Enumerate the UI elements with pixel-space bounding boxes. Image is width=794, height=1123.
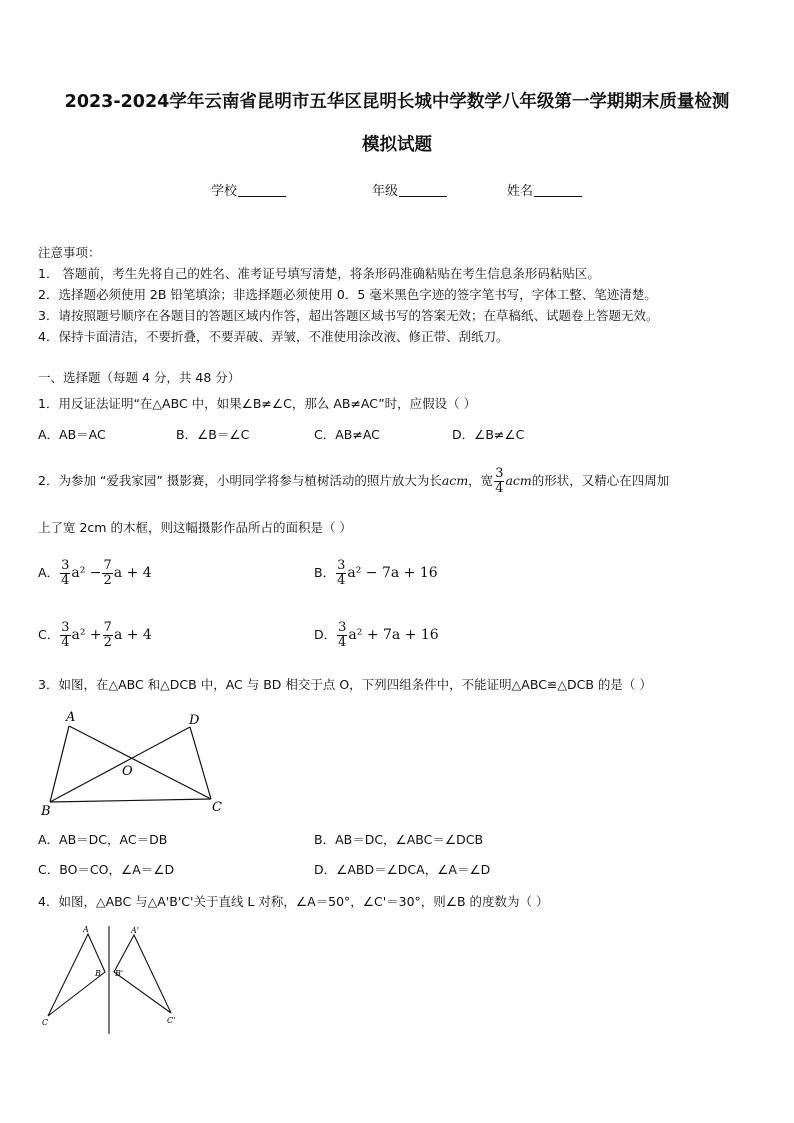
q3-option-a: A．AB＝DC，AC＝DB	[38, 832, 168, 847]
fraction	[102, 559, 112, 588]
notes-heading: 注意事项：	[38, 245, 101, 260]
point-label-d: D	[189, 713, 200, 728]
note-item: 4．保持卡面清洁，不要折叠，不要弄破、弄皱，不准使用涂改液、修正带、刮纸刀。	[38, 329, 509, 344]
q1-option-b: B．∠B＝∠C	[176, 427, 250, 442]
fraction	[336, 559, 346, 588]
school-label: 学校	[211, 184, 238, 199]
fraction-numerator: 3	[337, 558, 346, 573]
point-label-c: C	[42, 1018, 49, 1027]
title-line-1: 2023-2024学年云南省昆明市五华区昆明长城中学数学八年级第一学期期末质量检测	[64, 92, 730, 112]
q1-stem: 1．用反证法证明“在△ABC 中，如果∠B≠∠C，那么 AB≠AC”时，应假设（ ）	[38, 396, 477, 411]
name-label: 姓名	[507, 184, 534, 199]
math-expression: a² + 7a + 16	[348, 627, 439, 643]
option-label: A．	[38, 565, 60, 580]
q4-stem: 4．如图，△ABC 与△A'B'C'关于直线 L 对称，∠A＝50°，∠C'＝30°，则∠B 的度数为（ ）	[38, 894, 549, 909]
fraction-numerator: 7	[103, 620, 112, 635]
note-item: 1． 答题前，考生先将自己的姓名、准考证号填写清楚，将条形码准确粘贴在考生信息条形码粘贴区。	[38, 266, 600, 281]
fraction-denominator: 2	[103, 635, 112, 650]
q3-option-d: D．∠ABD＝∠DCA，∠A＝∠D	[314, 862, 491, 877]
fraction-denominator: 4	[61, 573, 70, 588]
math-expression: a + 4	[113, 565, 152, 581]
grade-field	[372, 180, 447, 199]
point-label-o: O	[122, 764, 133, 779]
school-field	[211, 180, 286, 199]
segment-ab	[50, 726, 69, 802]
point-label-c: C	[212, 800, 222, 815]
note-item: 3．请按照题号顺序在各题目的答题区域内作答，超出答题区域书写的答案无效；在草稿纸、试题卷上答题无效。	[38, 308, 659, 323]
segment-bc	[50, 799, 211, 802]
fraction-numerator: 3	[61, 558, 70, 573]
segment-ac	[69, 726, 211, 799]
option-label: B．	[314, 565, 336, 580]
grade-blank	[399, 184, 447, 197]
q1-option-a: A．AB＝AC	[38, 427, 106, 442]
q3-option-c: C．BO＝CO，∠A＝∠D	[38, 862, 175, 877]
q2-stem-part: ，宽	[468, 473, 494, 488]
math-expression: a² +	[71, 627, 102, 643]
fraction-numerator: 7	[103, 558, 112, 573]
fraction-denominator: 4	[495, 481, 504, 496]
fraction	[103, 621, 113, 650]
q2-stem-part: 2．为参加 “爱我家园” 摄影赛，小明同学将参与植树活动的照片放大为长	[38, 473, 442, 488]
fraction-denominator: 4	[338, 635, 347, 650]
name-field	[507, 180, 582, 199]
point-label-a-prime: A'	[131, 926, 139, 935]
section-heading: 一、选择题（每题 4 分，共 48 分）	[38, 370, 241, 385]
fraction-numerator: 3	[61, 620, 70, 635]
point-label-b: B	[41, 804, 51, 819]
fraction-numerator: 3	[338, 620, 347, 635]
option-label: D．	[314, 627, 337, 642]
math-expression: a² −	[71, 565, 102, 581]
fraction	[60, 621, 70, 650]
point-label-b: B	[95, 969, 101, 978]
q3-option-b: B．AB＝DC，∠ABC＝∠DCB	[314, 832, 484, 847]
q2-option-b	[314, 556, 438, 590]
school-blank	[238, 184, 286, 197]
name-blank	[534, 184, 582, 197]
q2-option-c	[38, 618, 152, 652]
grade-label: 年级	[372, 184, 399, 199]
q2-stem-part: 的形状，又精心在四周加	[531, 473, 670, 488]
fraction-numerator: 3	[495, 466, 504, 481]
q2-stem-line1	[38, 465, 669, 497]
q4-figure-lines	[48, 926, 171, 1034]
q2-option-d	[314, 618, 439, 652]
fraction-denominator: 2	[103, 573, 112, 588]
math-expression: a + 4	[113, 627, 152, 643]
q2-stem-width: acm	[505, 473, 532, 488]
q3-stem: 3．如图，在△ABC 和△DCB 中，AC 与 BD 相交于点 O，下列四组条件中，不能证明△ABC≌△DCB 的是（ ）	[38, 677, 652, 692]
q2-stem-line2: 上了宽 2cm 的木框，则这幅摄影作品所占的面积是（ ）	[38, 520, 352, 535]
point-label-b-prime: B'	[115, 969, 124, 978]
q2-width-fraction	[494, 467, 504, 496]
point-label-a: A	[66, 710, 76, 725]
title-line-2: 模拟试题	[362, 135, 432, 155]
segment-bd	[50, 727, 190, 802]
q3-figure	[38, 705, 238, 820]
fraction	[337, 621, 347, 650]
q2-option-a	[38, 556, 152, 590]
q1-option-d: D．∠B≠∠C	[452, 427, 525, 442]
point-label-a: A	[83, 925, 89, 934]
segment-cd	[190, 727, 211, 799]
q2-stem-length: acm	[441, 473, 469, 488]
fraction-denominator: 4	[337, 573, 346, 588]
fraction	[60, 559, 70, 588]
note-item: 2．选择题必须使用 2B 铅笔填涂；非选择题必须使用 0．5 毫米黑色字迹的签字笔书写，字体工整、笔迹清楚。	[38, 287, 657, 302]
q1-option-c: C．AB≠AC	[314, 427, 380, 442]
fraction-denominator: 4	[61, 635, 70, 650]
point-label-c-prime: C'	[167, 1016, 176, 1025]
q4-figure	[38, 920, 188, 1040]
math-expression: a² − 7a + 16	[347, 565, 438, 581]
option-label: C．	[38, 627, 60, 642]
